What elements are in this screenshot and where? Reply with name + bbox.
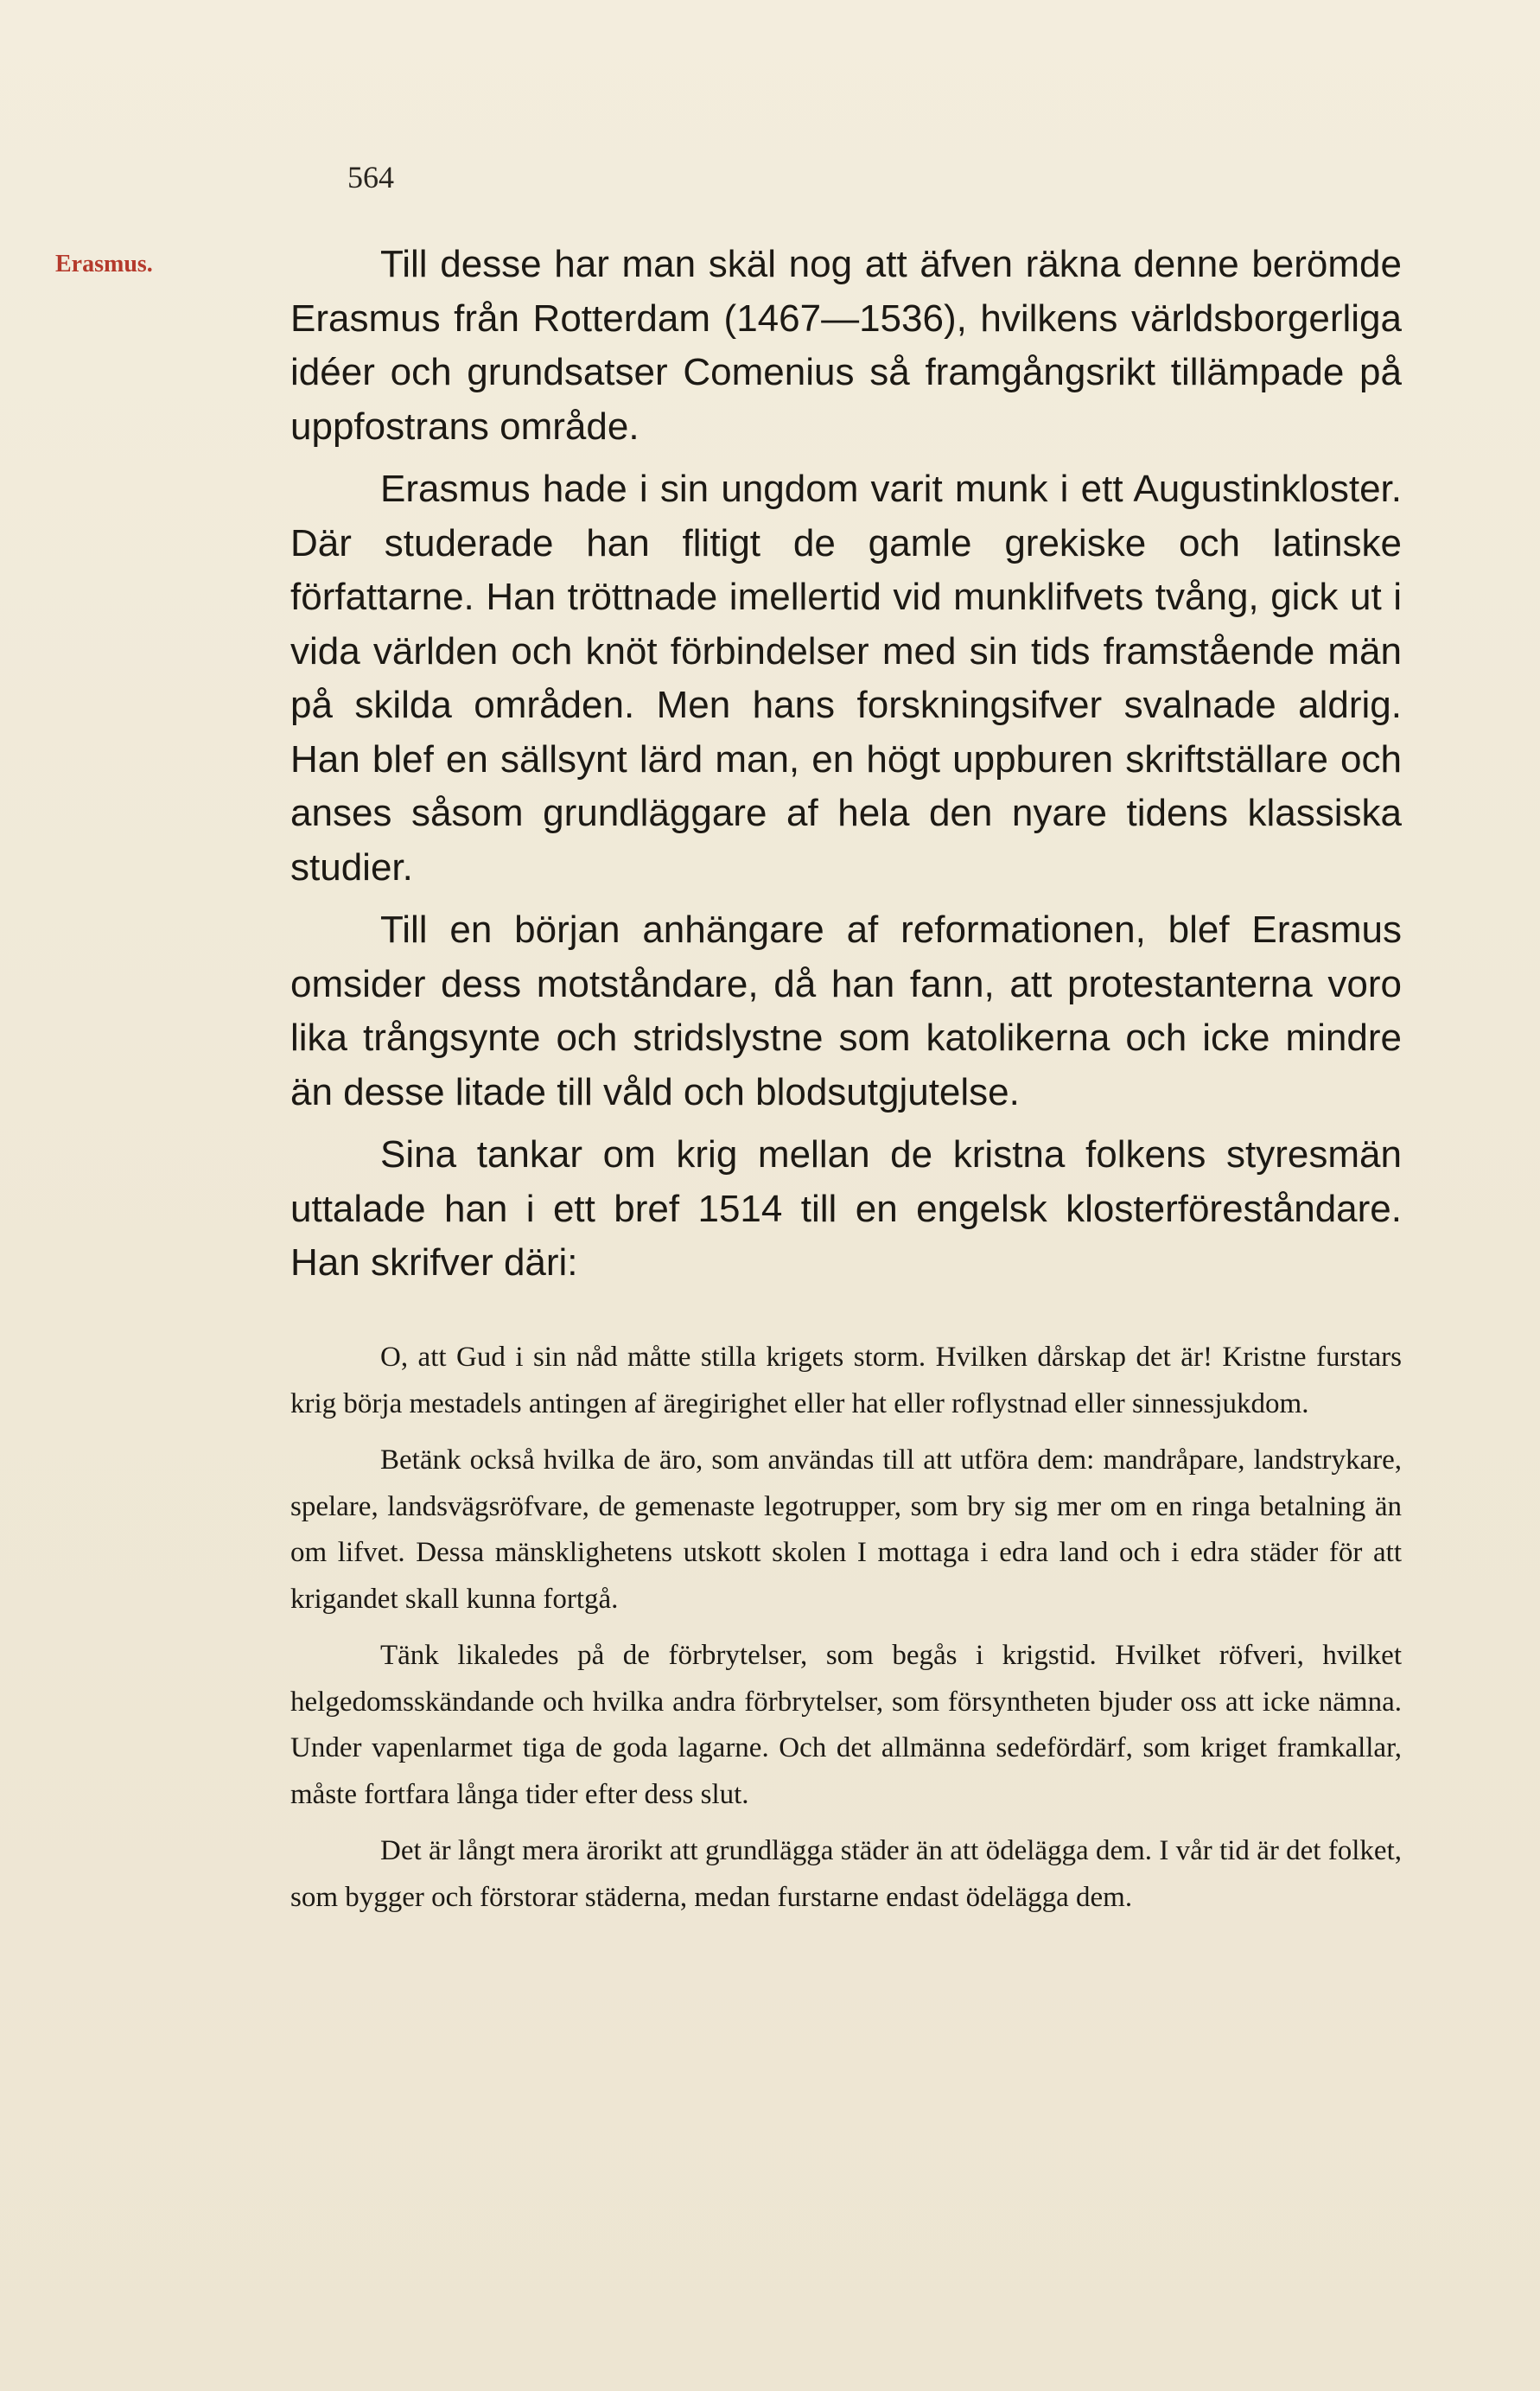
paragraph: Sina tankar om krig mellan de kristna folkens styresmän uttalade han i ett bref 1514 till en engelsk klosterföreståndare. Han skrifver däri: — [290, 1133, 1402, 1284]
paragraph: Erasmus hade i sin ungdom varit munk i ett Augustinkloster. Där studerade han flitigt de gamle grekiske och latinske författarne. Han tröttnade imellertid vid munklifvets tvång, gick ut i vida världen och knöt förbindelser med sin tids framstående män på skilda områden. Men hans forskningsifver svalnade aldrig. Han blef en sällsynt lärd man, en högt uppburen skriftställare och anses såsom grundläggare af hela den nyare tidens klassiska studier. — [290, 468, 1402, 889]
quote-paragraph: Det är långt mera ärorikt att grundlägga städer än att ödelägga dem. I vår tid är det folket, som bygger och förstorar städerna, medan furstarne endast ödelägga dem. — [290, 1835, 1402, 1913]
page-number: 564 — [347, 160, 394, 194]
quote-paragraph: Betänk också hvilka de äro, som användas till att utföra dem: mandråpare, landstrykare, spelare, landsvägsröfvare, de gemenaste legotrupper, som bry sig mer om en ringa betalning än om lifvet. Dessa mänsklighetens utskott skolen I mottaga i edra land och i edra städer för att krigandet skall kunna fortgå. — [290, 1444, 1402, 1615]
paragraph: Till desse har man skäl nog att äfven räkna denne berömde Erasmus från Rotterdam (1467—1536), hvilkens världsborgerliga idéer och grundsatser Comenius så framgångsrikt tillämpade på uppfostrans område. — [290, 243, 1402, 448]
paragraph: Till en början anhängare af reformationen, blef Erasmus omsider dess motståndare, då han fann, att protestanterna voro lika trångsynte och stridslystne som katolikerna och icke mindre än desse litade till våld och blodsutgjutelse. — [290, 909, 1402, 1113]
main-text — [290, 238, 1402, 1299]
margin-note: Erasmus. — [55, 251, 153, 277]
quote-paragraph: Tänk likaledes på de förbrytelser, som begås i krigstid. Hvilket röfveri, hvilket helgedomsskändande och hvilka andra förbrytelser, som försyntheten bjuder oss att icke nämna. Under vapenlarmet tiga de goda lagarne. Och det allmänna sedefördärf, som kriget framkallar, måste fortfara långa tider efter dess slut. — [290, 1640, 1402, 1810]
quote-paragraph: O, att Gud i sin nåd måtte stilla krigets storm. Hvilken dårskap det är! Kristne furstars krig börja mestadels antingen af äregirighet eller hat eller roflystnad eller sinnessjukdom. — [290, 1342, 1402, 1419]
quoted-letter — [290, 1335, 1402, 1931]
